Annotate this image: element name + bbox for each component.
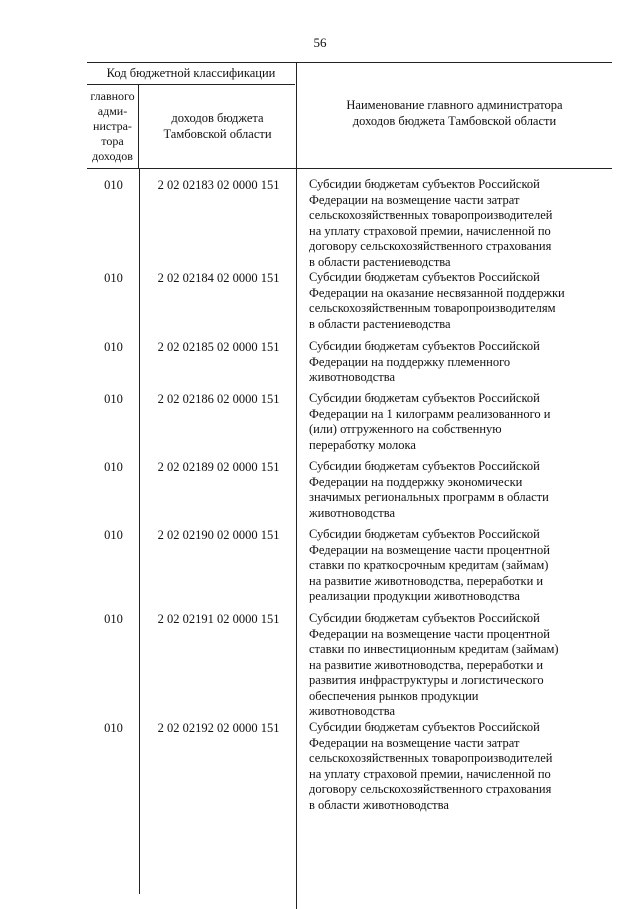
administrator-name-cell — [297, 720, 612, 813]
name-line: животноводства — [309, 704, 395, 718]
name-line: Федерации на возмещение части затрат — [309, 192, 520, 207]
name-line: на уплату страховой премии, начисленной по — [309, 766, 551, 781]
name-line: Субсидии бюджетам субъектов Российской — [309, 459, 540, 473]
header-line: тора — [101, 134, 124, 148]
table-header — [87, 62, 612, 169]
name-line: Субсидии бюджетам субъектов Российской — [309, 527, 540, 541]
name-line: реализации продукции животноводства — [309, 589, 520, 603]
income-code-cell: 2 02 02185 02 0000 151 — [157, 340, 280, 354]
administrator-name-cell — [297, 339, 612, 386]
name-line: сельскохозяйственных товаропроизводителей — [309, 751, 553, 765]
header-income-code — [140, 85, 295, 168]
name-line: договору сельскохозяйственного страхования — [309, 239, 552, 253]
name-line: Субсидии бюджетам субъектов Российской — [309, 720, 540, 734]
header-classification-code: Код бюджетной классификации — [87, 63, 295, 85]
header-line: доходов — [92, 149, 133, 163]
name-line: животноводства — [309, 370, 395, 384]
income-code-cell: 2 02 02186 02 0000 151 — [157, 392, 280, 406]
header-line: нистра- — [93, 119, 132, 133]
name-line: Субсидии бюджетам субъектов Российской — [309, 391, 540, 405]
name-line: Субсидии бюджетам субъектов Российской — [309, 611, 540, 625]
name-line: переработку молока — [309, 437, 416, 452]
table-row — [87, 177, 612, 270]
table-row — [87, 339, 612, 386]
administrator-name-cell — [297, 459, 612, 521]
admin-code-cell: 010 — [104, 528, 123, 542]
name-line: Федерации на 1 килограмм реализованного и — [309, 406, 551, 421]
name-line: Федерации на поддержку экономически — [309, 474, 523, 489]
header-line: Тамбовской области — [163, 127, 272, 141]
header-line: доходов бюджета Тамбовской области — [352, 114, 557, 128]
table-row — [87, 391, 612, 453]
name-line: животноводства — [309, 505, 395, 520]
name-line: Федерации на возмещение части процентной — [309, 626, 550, 641]
name-line: Федерации на поддержку племенного — [309, 354, 511, 369]
administrator-name-cell — [297, 177, 612, 270]
header-administrator-name — [296, 63, 612, 168]
header-line: доходов бюджета — [171, 111, 264, 125]
header-admin-code — [87, 85, 139, 168]
name-line: Федерации на возмещение части затрат — [309, 735, 520, 750]
name-line: Субсидии бюджетам субъектов Российской — [309, 177, 540, 191]
name-line: в области растениеводства — [309, 316, 451, 331]
page-number: 56 — [313, 35, 327, 50]
name-line: Субсидии бюджетам субъектов Российской — [309, 339, 540, 353]
admin-code-cell: 010 — [104, 340, 123, 354]
table-row — [87, 611, 612, 720]
budget-classification-table — [87, 62, 612, 812]
name-line: ставки по инвестиционным кредитам (займам) — [309, 642, 559, 656]
table-row — [87, 459, 612, 521]
name-line: развития инфраструктуры и логистического — [309, 673, 544, 687]
name-line: сельскохозяйственным товаропроизводителям — [309, 301, 556, 315]
name-line: Субсидии бюджетам субъектов Российской — [309, 270, 540, 284]
admin-code-cell: 010 — [104, 392, 123, 406]
table-row — [87, 527, 612, 605]
table-row — [87, 720, 612, 813]
admin-code-cell: 010 — [104, 460, 123, 474]
name-line: (или) отгруженного на собственную — [309, 422, 502, 436]
income-code-cell: 2 02 02191 02 0000 151 — [157, 612, 280, 626]
income-code-cell: 2 02 02192 02 0000 151 — [157, 721, 280, 735]
administrator-name-cell — [297, 527, 612, 605]
administrator-name-cell — [297, 611, 612, 720]
name-line: на развитие животноводства, переработки и — [309, 657, 544, 672]
income-code-cell: 2 02 02184 02 0000 151 — [157, 271, 280, 285]
name-line: значимых региональных программ в области — [309, 490, 549, 504]
name-line: Федерации на оказание несвязанной поддержки — [309, 285, 565, 300]
name-line: ставки по краткосрочным кредитам (займам) — [309, 558, 549, 572]
header-line: адми- — [97, 104, 128, 118]
header-line: главного — [90, 89, 135, 103]
income-code-cell: 2 02 02190 02 0000 151 — [157, 528, 280, 542]
name-line: на развитие животноводства, переработки и — [309, 573, 544, 588]
income-code-cell: 2 02 02189 02 0000 151 — [157, 460, 280, 474]
name-line: обеспечения рынков продукции — [309, 688, 479, 703]
admin-code-cell: 010 — [104, 721, 123, 735]
administrator-name-cell — [297, 391, 612, 453]
header-line: Наименование главного администратора — [346, 98, 563, 112]
administrator-name-cell — [297, 270, 612, 332]
name-line: в области животноводства — [309, 797, 449, 812]
name-line: договору сельскохозяйственного страхования — [309, 782, 552, 796]
name-line: Федерации на возмещение части процентной — [309, 542, 550, 557]
name-line: на уплату страховой премии, начисленной по — [309, 223, 551, 238]
admin-code-cell: 010 — [104, 178, 123, 192]
admin-code-cell: 010 — [104, 612, 123, 626]
table-row — [87, 270, 612, 332]
name-line: сельскохозяйственных товаропроизводителей — [309, 208, 553, 222]
income-code-cell: 2 02 02183 02 0000 151 — [157, 178, 280, 192]
name-line: в области растениеводства — [309, 254, 451, 269]
admin-code-cell: 010 — [104, 271, 123, 285]
